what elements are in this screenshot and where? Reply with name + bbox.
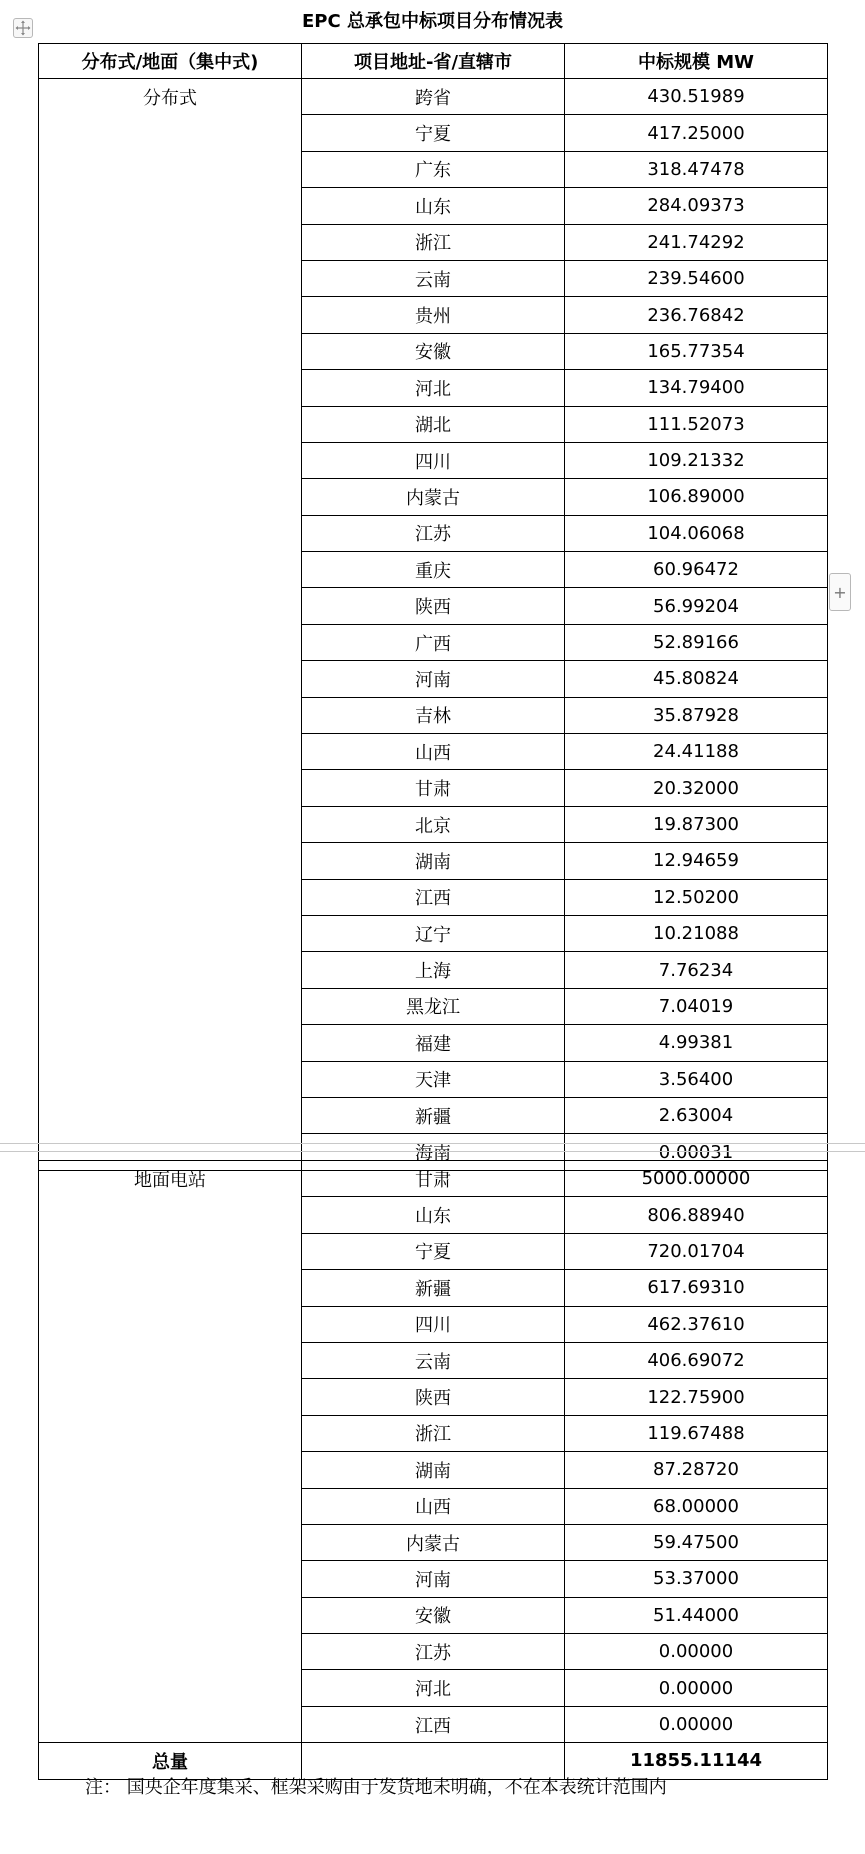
province-cell: 四川: [302, 1306, 565, 1342]
total-row: [39, 1743, 828, 1779]
province-cell: 河南: [302, 1561, 565, 1597]
province-cell: 山东: [302, 188, 565, 224]
capacity-cell: 119.67488: [565, 1415, 828, 1451]
capacity-cell: 806.88940: [565, 1197, 828, 1233]
capacity-cell: 0.00000: [565, 1670, 828, 1706]
province-cell: 天津: [302, 1061, 565, 1097]
province-cell: 吉林: [302, 697, 565, 733]
capacity-cell: 122.75900: [565, 1379, 828, 1415]
capacity-cell: 0.00000: [565, 1706, 828, 1742]
province-cell: 上海: [302, 952, 565, 988]
province-cell: 甘肃: [302, 770, 565, 806]
province-cell: 湖南: [302, 1452, 565, 1488]
province-cell: 云南: [302, 260, 565, 296]
province-cell: 江西: [302, 1706, 565, 1742]
capacity-cell: 617.69310: [565, 1270, 828, 1306]
capacity-cell: 12.50200: [565, 879, 828, 915]
province-cell: 安徽: [302, 1597, 565, 1633]
footnote: 注： 国央企年度集采、框架采购由于发货地未明确，不在本表统计范围内: [85, 1777, 667, 1798]
capacity-cell: 111.52073: [565, 406, 828, 442]
province-cell: 河北: [302, 1670, 565, 1706]
province-cell: 甘肃: [302, 1161, 565, 1197]
province-cell: 辽宁: [302, 915, 565, 951]
province-cell: 北京: [302, 806, 565, 842]
capacity-cell: 10.21088: [565, 915, 828, 951]
distribution-table-part-1: [38, 43, 828, 1171]
capacity-cell: 430.51989: [565, 79, 828, 115]
capacity-cell: 165.77354: [565, 333, 828, 369]
province-cell: 陕西: [302, 1379, 565, 1415]
capacity-cell: 59.47500: [565, 1524, 828, 1560]
province-cell: 陕西: [302, 588, 565, 624]
capacity-cell: 20.32000: [565, 770, 828, 806]
capacity-cell: 35.87928: [565, 697, 828, 733]
add-row-button[interactable]: [829, 573, 851, 611]
table-row: [39, 79, 828, 115]
capacity-cell: 3.56400: [565, 1061, 828, 1097]
capacity-cell: 5000.00000: [565, 1161, 828, 1197]
province-cell: 新疆: [302, 1097, 565, 1133]
capacity-cell: 417.25000: [565, 115, 828, 151]
province-cell: 宁夏: [302, 115, 565, 151]
province-cell: 贵州: [302, 297, 565, 333]
province-cell: 四川: [302, 442, 565, 478]
province-cell: 广东: [302, 151, 565, 187]
province-cell: 内蒙古: [302, 1524, 565, 1560]
capacity-cell: 406.69072: [565, 1342, 828, 1378]
province-cell: 湖北: [302, 406, 565, 442]
province-cell: 江西: [302, 879, 565, 915]
capacity-cell: 87.28720: [565, 1452, 828, 1488]
province-cell: 新疆: [302, 1270, 565, 1306]
province-cell: 浙江: [302, 1415, 565, 1451]
province-cell: 山西: [302, 734, 565, 770]
capacity-cell: 720.01704: [565, 1233, 828, 1269]
capacity-cell: 284.09373: [565, 188, 828, 224]
province-cell: 浙江: [302, 224, 565, 260]
plus-icon: +: [833, 582, 847, 602]
page-break: [0, 1143, 865, 1152]
capacity-cell: 318.47478: [565, 151, 828, 187]
province-cell: 跨省: [302, 79, 565, 115]
province-cell: 河北: [302, 370, 565, 406]
group-label: 分布式: [39, 79, 302, 1171]
province-cell: 海南: [302, 1134, 565, 1170]
capacity-cell: 0.00031: [565, 1134, 828, 1170]
province-cell: 福建: [302, 1025, 565, 1061]
header-province: 项目地址-省/直辖市: [302, 44, 565, 79]
province-cell: 黑龙江: [302, 988, 565, 1024]
capacity-cell: 239.54600: [565, 260, 828, 296]
distribution-table-part-2: [38, 1160, 828, 1780]
capacity-cell: 0.00000: [565, 1634, 828, 1670]
header-type: 分布式/地面（集中式): [39, 44, 302, 79]
province-cell: 广西: [302, 624, 565, 660]
province-cell: 江苏: [302, 515, 565, 551]
capacity-cell: 52.89166: [565, 624, 828, 660]
capacity-cell: 53.37000: [565, 1561, 828, 1597]
group-label: 地面电站: [39, 1161, 302, 1743]
province-cell: 宁夏: [302, 1233, 565, 1269]
province-cell: 安徽: [302, 333, 565, 369]
capacity-cell: 51.44000: [565, 1597, 828, 1633]
capacity-cell: 2.63004: [565, 1097, 828, 1133]
capacity-cell: 12.94659: [565, 843, 828, 879]
province-cell: 山东: [302, 1197, 565, 1233]
capacity-cell: 7.76234: [565, 952, 828, 988]
capacity-cell: 236.76842: [565, 297, 828, 333]
capacity-cell: 109.21332: [565, 442, 828, 478]
header-row: [39, 44, 828, 79]
capacity-cell: 4.99381: [565, 1025, 828, 1061]
capacity-cell: 68.00000: [565, 1488, 828, 1524]
capacity-cell: 45.80824: [565, 661, 828, 697]
province-cell: 湖南: [302, 843, 565, 879]
total-value: 11855.11144: [565, 1743, 828, 1779]
total-label: 总量: [39, 1743, 302, 1779]
capacity-cell: 106.89000: [565, 479, 828, 515]
capacity-cell: 24.41188: [565, 734, 828, 770]
table-row: [39, 1161, 828, 1197]
capacity-cell: 7.04019: [565, 988, 828, 1024]
province-cell: 重庆: [302, 552, 565, 588]
capacity-cell: 104.06068: [565, 515, 828, 551]
province-cell: 江苏: [302, 1634, 565, 1670]
total-province: [302, 1743, 565, 1779]
capacity-cell: 60.96472: [565, 552, 828, 588]
capacity-cell: 241.74292: [565, 224, 828, 260]
province-cell: 云南: [302, 1342, 565, 1378]
province-cell: 河南: [302, 661, 565, 697]
capacity-cell: 19.87300: [565, 806, 828, 842]
capacity-cell: 56.99204: [565, 588, 828, 624]
capacity-cell: 134.79400: [565, 370, 828, 406]
province-cell: 山西: [302, 1488, 565, 1524]
header-capacity: 中标规模 MW: [565, 44, 828, 79]
capacity-cell: 462.37610: [565, 1306, 828, 1342]
province-cell: 内蒙古: [302, 479, 565, 515]
table-title: EPC 总承包中标项目分布情况表: [302, 11, 563, 32]
